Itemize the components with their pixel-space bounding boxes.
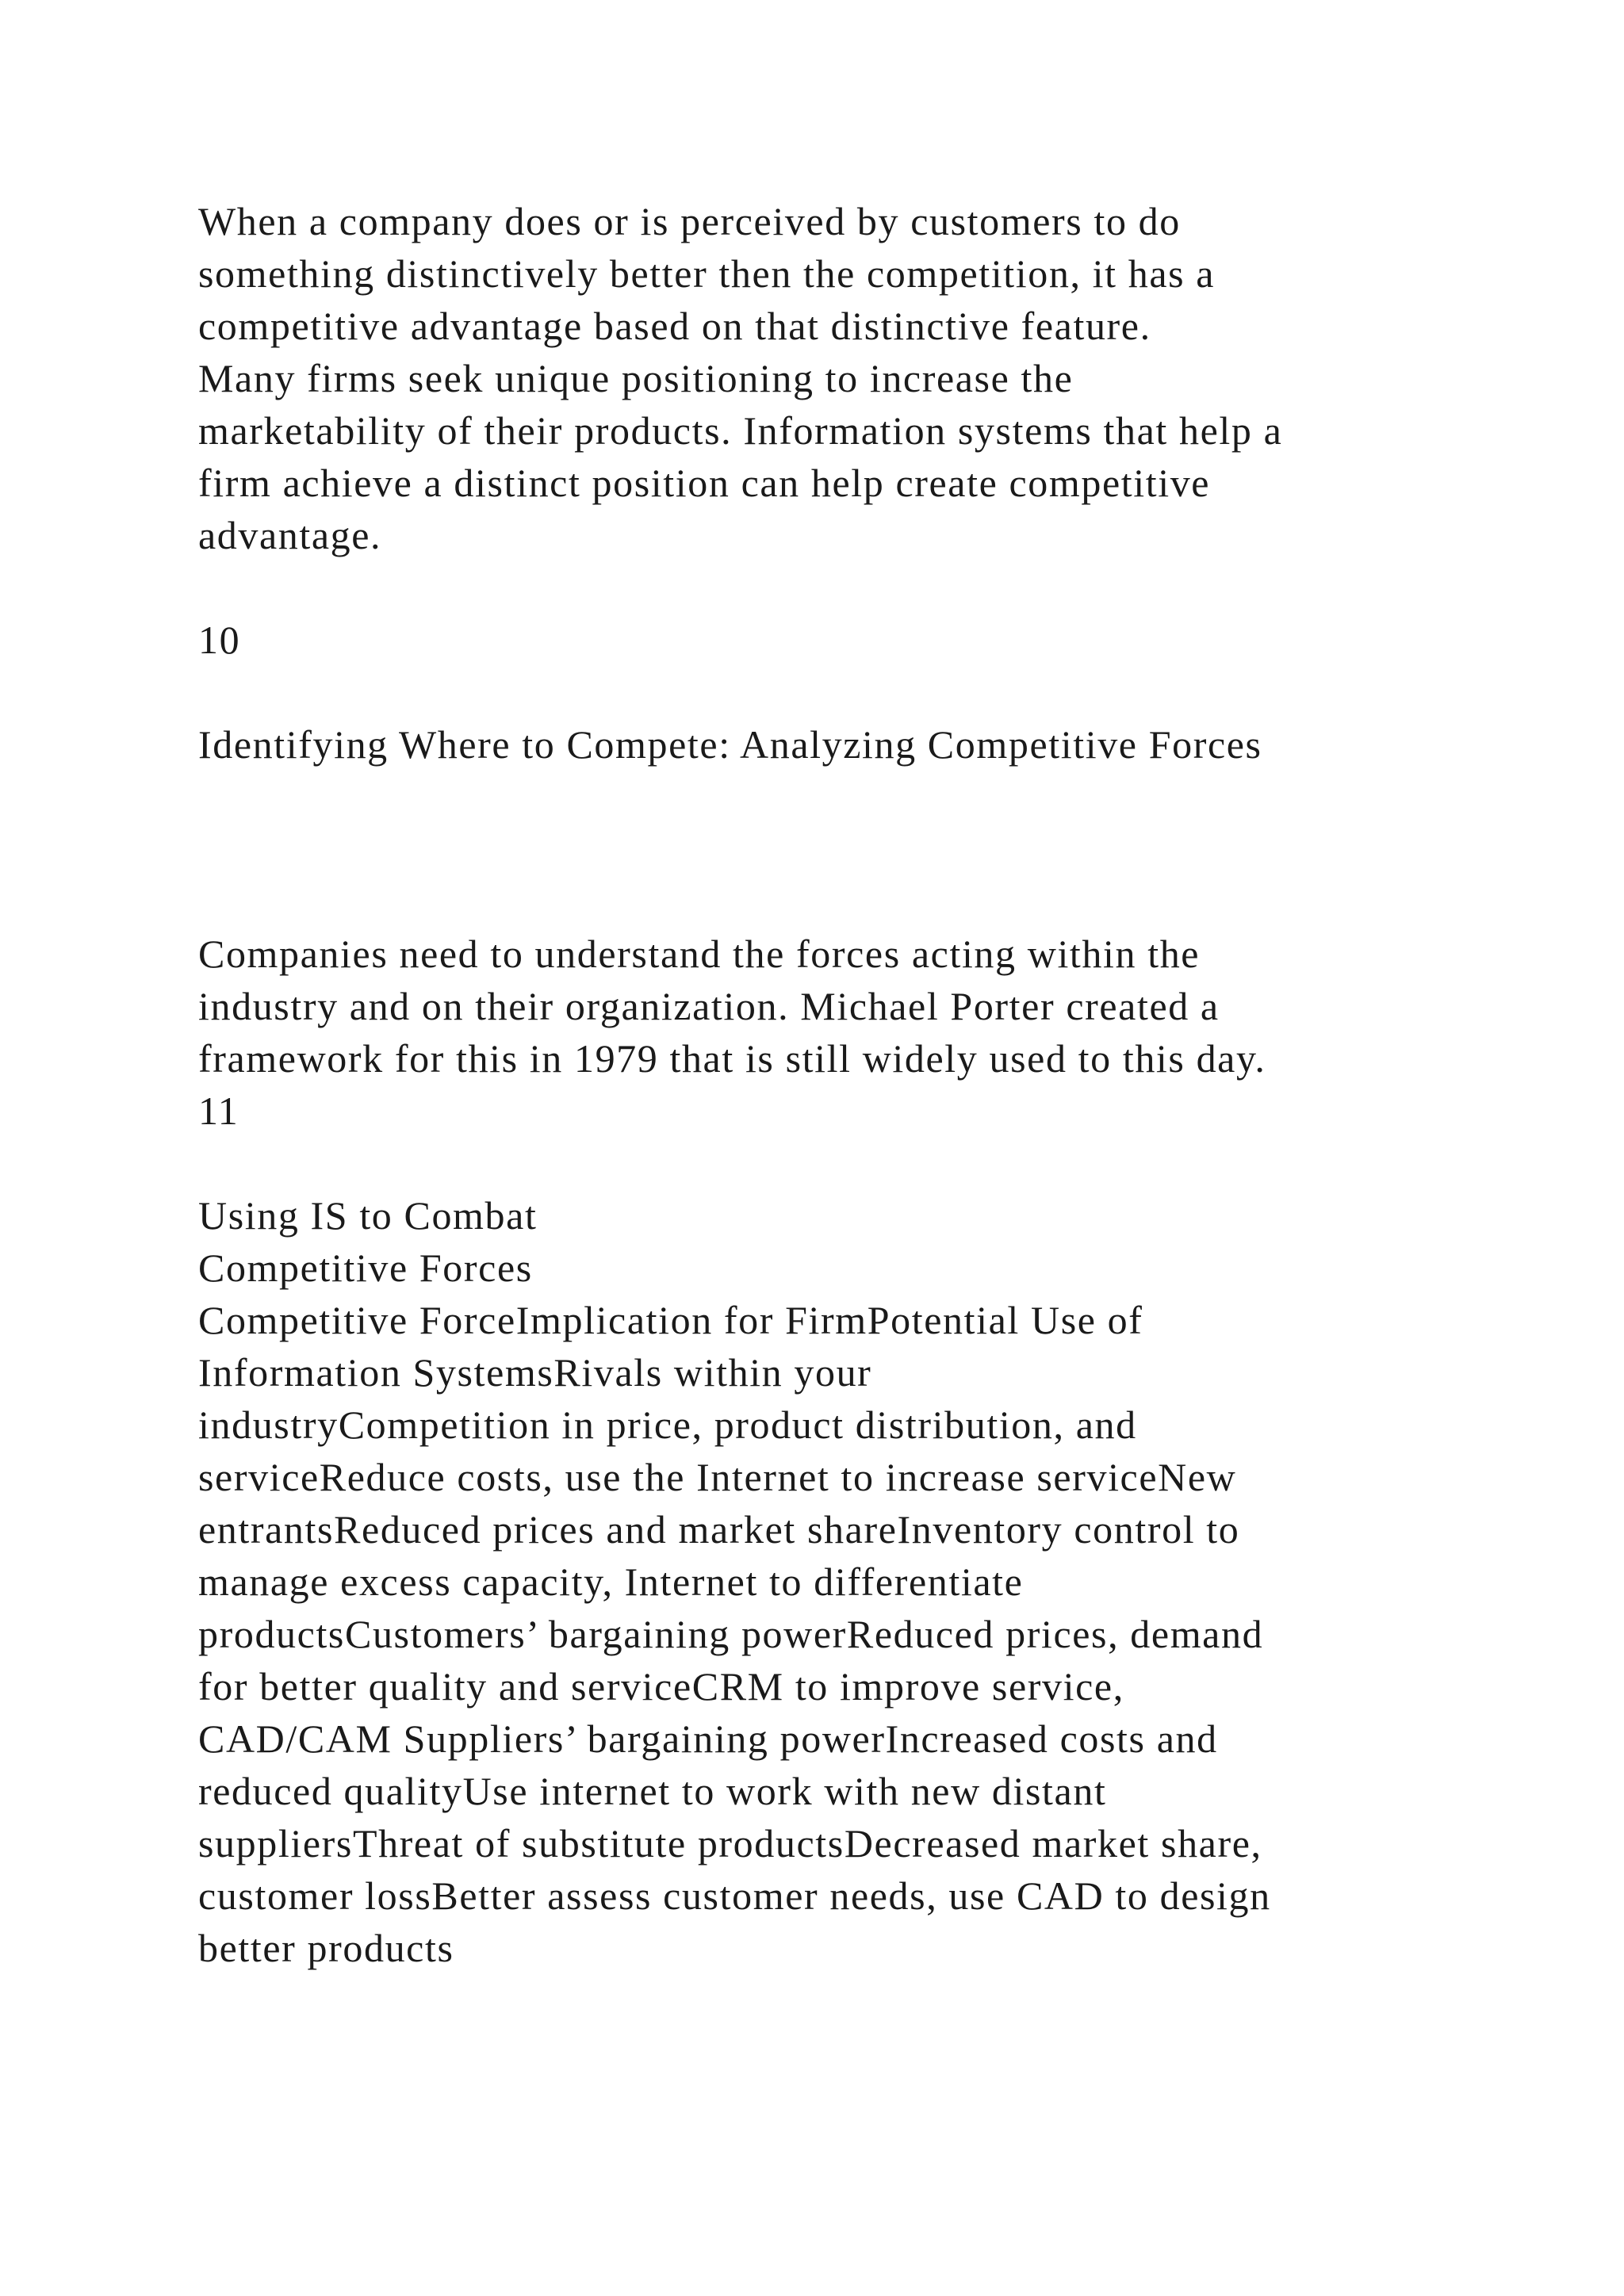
slide-number: 11: [198, 1089, 239, 1133]
table-text-line: reduced qualityUse internet to work with new distant: [198, 1769, 1107, 1813]
table-text-line: customer lossBetter assess customer needs, use CAD to design: [198, 1873, 1271, 1918]
paragraph-line: When a company does or is perceived by customers to do: [198, 199, 1181, 243]
table-text-line: serviceReduce costs, use the Internet to increase serviceNew: [198, 1455, 1237, 1499]
table-text-line: productsCustomers’ bargaining powerReduced prices, demand: [198, 1612, 1264, 1656]
section-heading: Identifying Where to Compete: Analyzing Competitive Forces: [198, 722, 1262, 767]
table-text-line: for better quality and serviceCRM to improve service,: [198, 1664, 1124, 1709]
table-text-line: suppliersThreat of substitute productsDecreased market share,: [198, 1821, 1262, 1866]
paragraph-line: firm achieve a distinct position can help create competitive: [198, 461, 1211, 505]
section-heading: Competitive Forces: [198, 1246, 533, 1290]
table-text-line: better products: [198, 1926, 454, 1970]
paragraph-line: competitive advantage based on that distinctive feature.: [198, 304, 1151, 348]
paragraph-line: industry and on their organization. Michael Porter created a: [198, 984, 1220, 1028]
table-text-line: industryCompetition in price, product distribution, and: [198, 1402, 1137, 1447]
section-heading: Using IS to Combat: [198, 1193, 538, 1238]
table-text-line: Information SystemsRivals within your: [198, 1350, 872, 1395]
table-text-line: Competitive ForceImplication for FirmPotential Use of: [198, 1298, 1143, 1342]
paragraph-line: framework for this in 1979 that is still widely used to this day.: [198, 1036, 1266, 1081]
paragraph-line: Many firms seek unique positioning to increase the: [198, 356, 1074, 400]
paragraph-line: advantage.: [198, 513, 382, 557]
table-text-line: entrantsReduced prices and market shareInventory control to: [198, 1507, 1240, 1552]
paragraph-line: marketability of their products. Information systems that help a: [198, 408, 1283, 453]
table-text-line: CAD/CAM Suppliers’ bargaining powerIncreased costs and: [198, 1716, 1218, 1761]
paragraph-line: something distinctively better then the competition, it has a: [198, 251, 1216, 296]
slide-number: 10: [198, 618, 241, 662]
table-text-line: manage excess capacity, Internet to differentiate: [198, 1559, 1024, 1604]
paragraph-line: Companies need to understand the forces acting within the: [198, 932, 1201, 976]
